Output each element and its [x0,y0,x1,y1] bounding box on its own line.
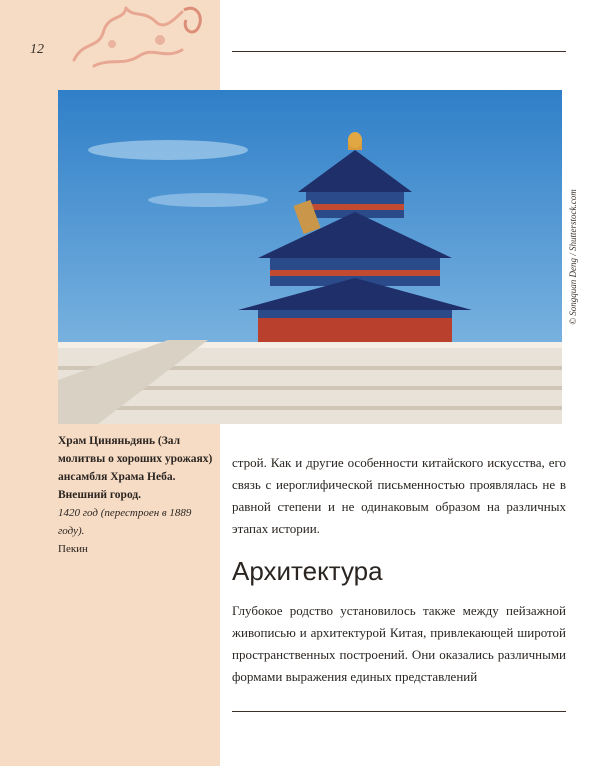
caption-title: Храм Циняньдянь (Зал молитвы о хороших урожаях) ансамбля Храма Неба. Внешний город. [58,435,213,501]
page-number: 12 [30,42,44,57]
dragon-ornament [64,0,214,72]
footer-rule [232,711,566,712]
body-paragraph: строй. Как и другие особенности китайского искусства, его связь с иероглифической письменностью проявлялась не в равной степени и не одинаковым образом на различных этапах истории. [232,455,566,536]
temple-of-heaven-illustration [58,90,562,424]
temple-photo [58,90,562,424]
caption-place: Пекин [58,543,88,555]
body-paragraph: Глубокое родство установилось также между пейзажной живописью и архитектурой Китая, привлекающей широтой пространственных построений. Они оказались различными формами выражения единых представлений [232,603,566,684]
photo-credit: © Songquan Deng / Shutterstock.com [568,189,579,325]
photo-caption [58,432,218,558]
caption-date: 1420 год (перестроен в 1889 году). [58,507,192,537]
header-rule [232,51,566,52]
section-heading: Архитектура [232,556,383,586]
